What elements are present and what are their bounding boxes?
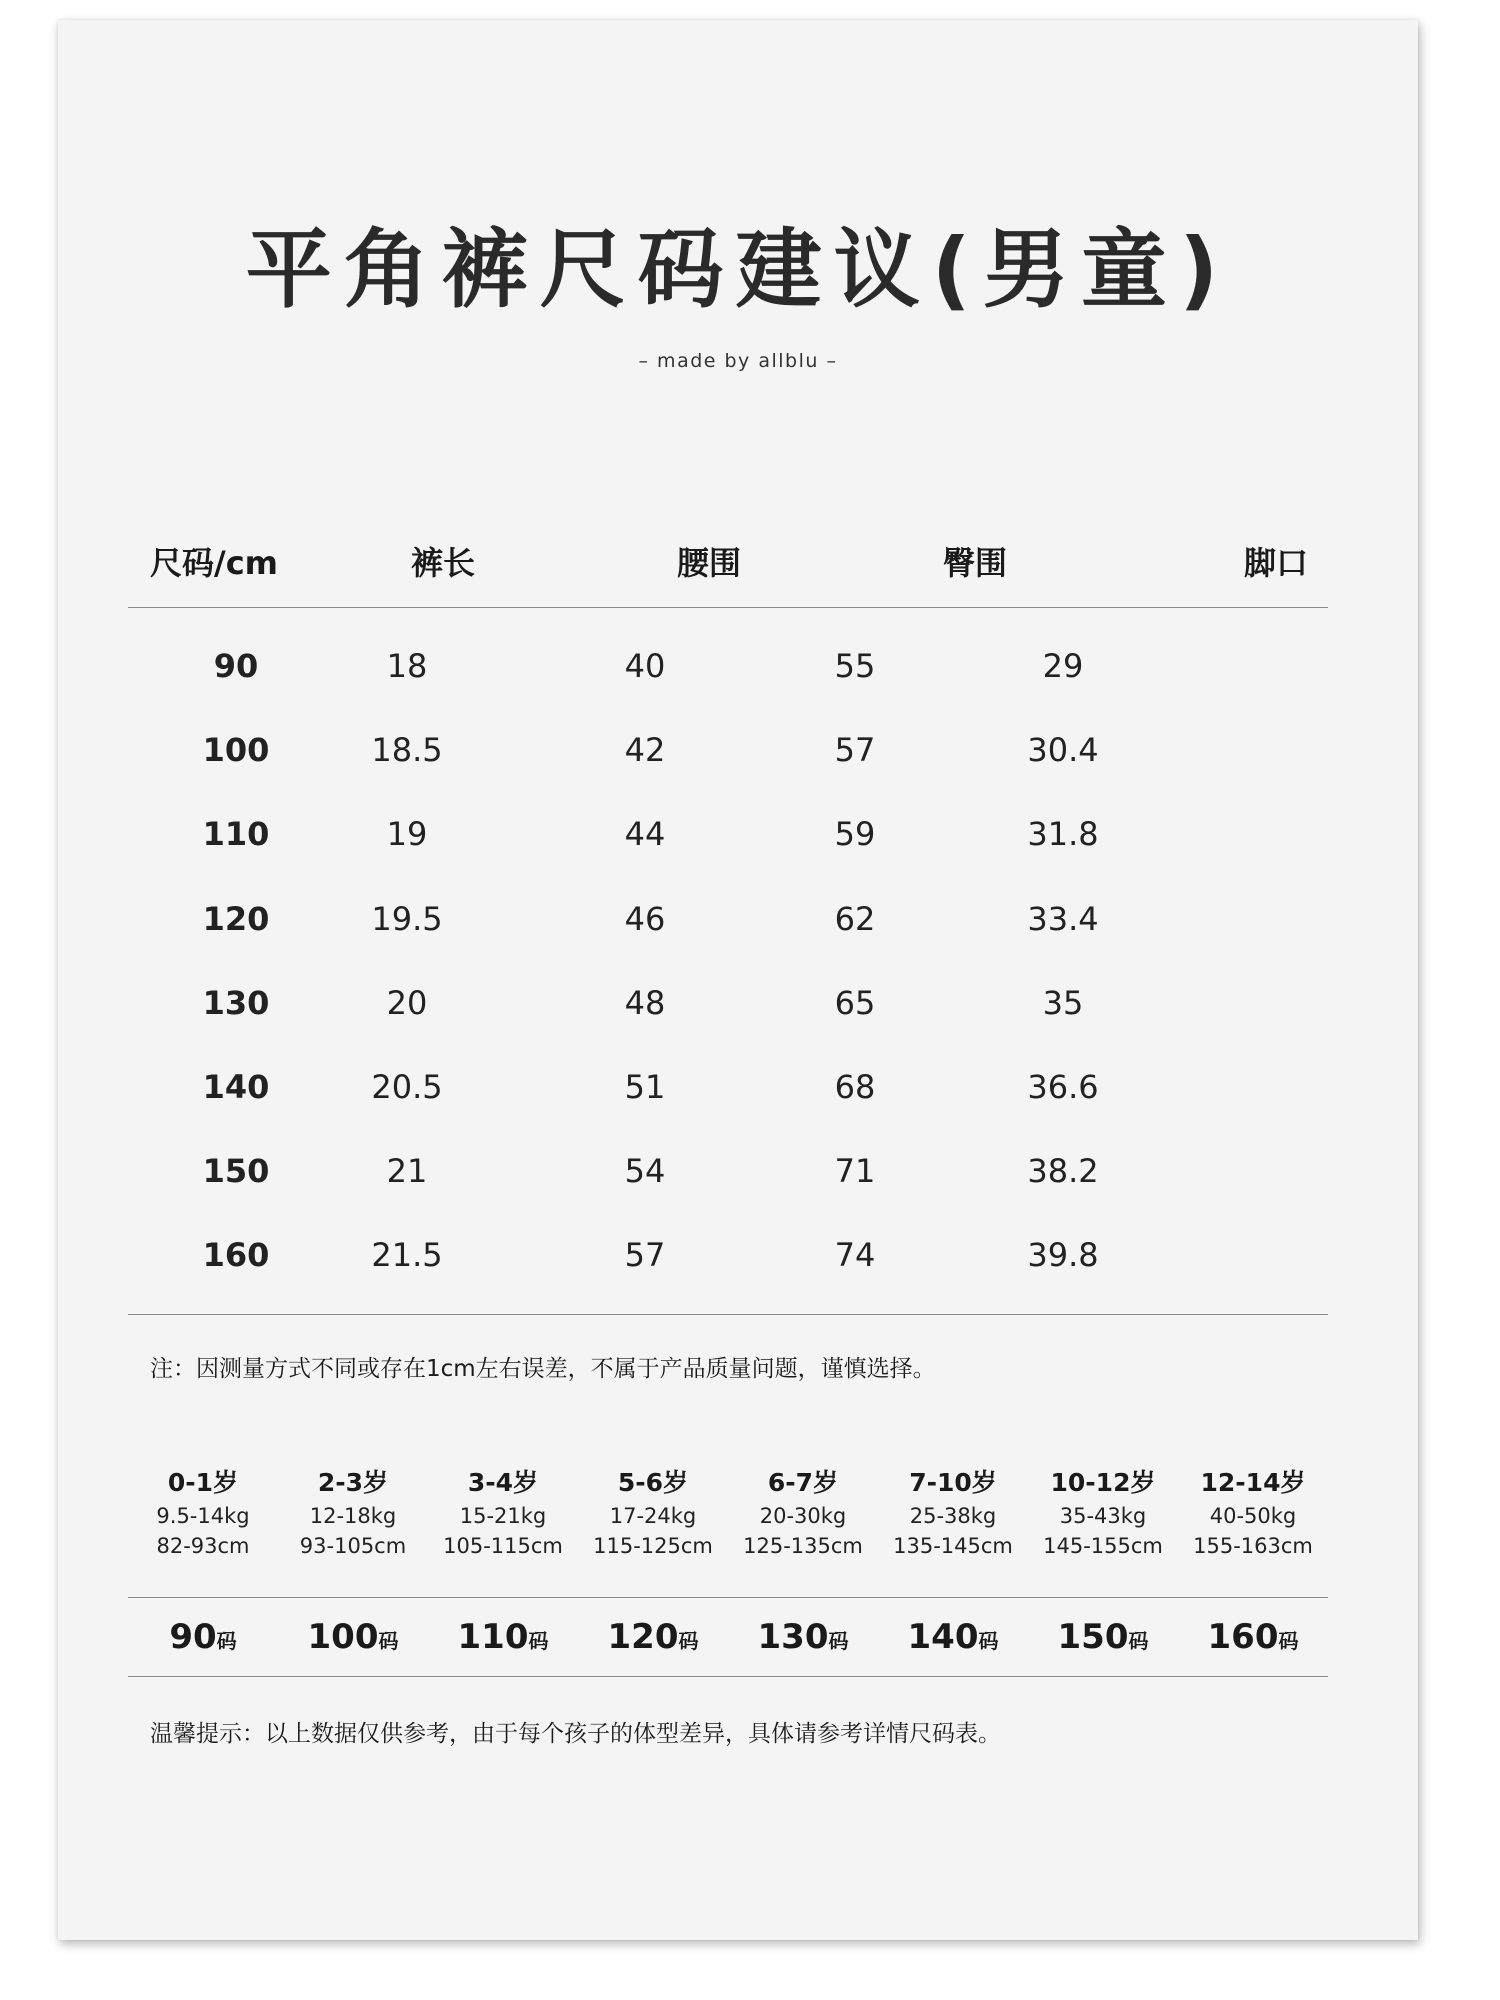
size-unit: 码 [678, 1629, 699, 1653]
cell-length: 19 [386, 815, 428, 854]
height-range: 82-93cm [156, 1534, 250, 1558]
size-code-bar [128, 1597, 1328, 1677]
cell-size: 100 [202, 731, 270, 770]
cell-waist: 51 [624, 1068, 666, 1107]
size-code [428, 1617, 578, 1657]
cell-length: 20 [386, 983, 428, 1022]
size-table [128, 515, 1328, 1315]
age-group [878, 1465, 1028, 1561]
cell-length: 18.5 [371, 731, 443, 770]
cell-size: 90 [213, 647, 259, 686]
size-number: 160 [1207, 1617, 1279, 1657]
subtitle: – made by allblu – [638, 350, 838, 372]
size-number: 150 [1057, 1617, 1129, 1657]
age-label: 6-7岁 [767, 1468, 839, 1497]
header-leg-opening: 脚口 [1243, 544, 1308, 582]
header-hip: 臀围 [942, 544, 1007, 582]
weight-range: 35-43kg [1059, 1504, 1147, 1528]
weight-range: 25-38kg [909, 1504, 997, 1528]
age-group [1178, 1465, 1328, 1561]
cell-hip: 62 [834, 899, 876, 938]
table-row [128, 961, 1328, 1045]
cell-hip: 57 [834, 731, 876, 770]
age-reference-grid [128, 1465, 1328, 1561]
measurement-note: 注：因测量方式不同或存在1cm左右误差，不属于产品质量问题，谨慎选择。 [150, 1356, 936, 1382]
table-row [128, 1213, 1328, 1297]
cell-waist: 57 [624, 1236, 666, 1275]
age-group [1028, 1465, 1178, 1561]
cell-leg-opening: 35 [1042, 983, 1084, 1022]
cell-hip: 68 [834, 1068, 876, 1107]
cell-leg-opening: 31.8 [1027, 815, 1099, 854]
cell-waist: 40 [624, 647, 666, 686]
size-number: 130 [757, 1617, 829, 1657]
cell-size: 140 [202, 1068, 270, 1107]
size-unit: 码 [828, 1629, 849, 1653]
cell-hip: 59 [834, 815, 876, 854]
weight-range: 12-18kg [309, 1504, 397, 1528]
cell-size: 150 [202, 1152, 270, 1191]
age-group [578, 1465, 728, 1561]
header-length: 裤长 [410, 544, 475, 582]
table-body [128, 608, 1328, 1315]
size-number: 90 [169, 1617, 217, 1657]
age-label: 2-3岁 [317, 1468, 389, 1497]
cell-leg-opening: 39.8 [1027, 1236, 1099, 1275]
cell-leg-opening: 30.4 [1027, 731, 1099, 770]
weight-range: 15-21kg [459, 1504, 547, 1528]
table-row [128, 1129, 1328, 1213]
cell-waist: 54 [624, 1152, 666, 1191]
size-number: 110 [457, 1617, 529, 1657]
cell-hip: 74 [834, 1236, 876, 1275]
cell-waist: 48 [624, 983, 666, 1022]
cell-leg-opening: 36.6 [1027, 1068, 1099, 1107]
cell-length: 21.5 [371, 1236, 443, 1275]
cell-size: 160 [202, 1236, 270, 1275]
table-row [128, 877, 1328, 961]
size-code [878, 1617, 1028, 1657]
weight-range: 20-30kg [759, 1504, 847, 1528]
cell-leg-opening: 38.2 [1027, 1152, 1099, 1191]
cell-length: 19.5 [371, 899, 443, 938]
cell-leg-opening: 33.4 [1027, 899, 1099, 938]
cell-hip: 65 [834, 983, 876, 1022]
size-unit: 码 [1278, 1629, 1299, 1653]
size-code [278, 1617, 428, 1657]
cell-length: 21 [386, 1152, 428, 1191]
size-number: 100 [307, 1617, 379, 1657]
age-group [728, 1465, 878, 1561]
age-label: 7-10岁 [909, 1468, 997, 1497]
height-range: 115-125cm [593, 1534, 713, 1558]
height-range: 125-135cm [743, 1534, 863, 1558]
page-title: 平角裤尺码建议(男童) [245, 220, 1231, 320]
table-header-row [128, 515, 1328, 608]
cell-size: 110 [202, 815, 270, 854]
cell-hip: 55 [834, 647, 876, 686]
cell-waist: 42 [624, 731, 666, 770]
cell-waist: 46 [624, 899, 666, 938]
size-code [128, 1617, 278, 1657]
size-unit: 码 [378, 1629, 399, 1653]
size-code [578, 1617, 728, 1657]
cell-size: 120 [202, 899, 270, 938]
size-code [1028, 1617, 1178, 1657]
height-range: 93-105cm [299, 1534, 407, 1558]
cell-waist: 44 [624, 815, 666, 854]
header-size: 尺码/cm [150, 544, 279, 582]
size-number: 120 [607, 1617, 679, 1657]
cell-length: 18 [386, 647, 428, 686]
table-row [128, 1045, 1328, 1129]
size-chart-card [58, 20, 1418, 1940]
reference-tip: 温馨提示：以上数据仅供参考，由于每个孩子的体型差异，具体请参考详情尺码表。 [150, 1721, 1001, 1747]
size-unit: 码 [978, 1629, 999, 1653]
weight-range: 9.5-14kg [156, 1504, 250, 1528]
table-row [128, 624, 1328, 708]
cell-size: 130 [202, 983, 270, 1022]
height-range: 145-155cm [1043, 1534, 1163, 1558]
size-unit: 码 [216, 1629, 237, 1653]
weight-range: 17-24kg [609, 1504, 697, 1528]
table-row [128, 708, 1328, 792]
size-unit: 码 [1128, 1629, 1149, 1653]
cell-hip: 71 [834, 1152, 876, 1191]
header-waist: 腰围 [676, 544, 741, 582]
age-label: 0-1岁 [167, 1468, 239, 1497]
age-group [428, 1465, 578, 1561]
cell-length: 20.5 [371, 1068, 443, 1107]
height-range: 135-145cm [893, 1534, 1013, 1558]
table-row [128, 792, 1328, 876]
size-code [1178, 1617, 1328, 1657]
age-label: 5-6岁 [617, 1468, 689, 1497]
cell-leg-opening: 29 [1042, 647, 1084, 686]
age-group [128, 1465, 278, 1561]
age-group [278, 1465, 428, 1561]
age-label: 10-12岁 [1050, 1468, 1156, 1497]
height-range: 155-163cm [1193, 1534, 1313, 1558]
size-number: 140 [907, 1617, 979, 1657]
weight-range: 40-50kg [1209, 1504, 1297, 1528]
height-range: 105-115cm [443, 1534, 563, 1558]
size-unit: 码 [528, 1629, 549, 1653]
age-label: 3-4岁 [467, 1468, 539, 1497]
age-label: 12-14岁 [1200, 1468, 1306, 1497]
size-code [728, 1617, 878, 1657]
